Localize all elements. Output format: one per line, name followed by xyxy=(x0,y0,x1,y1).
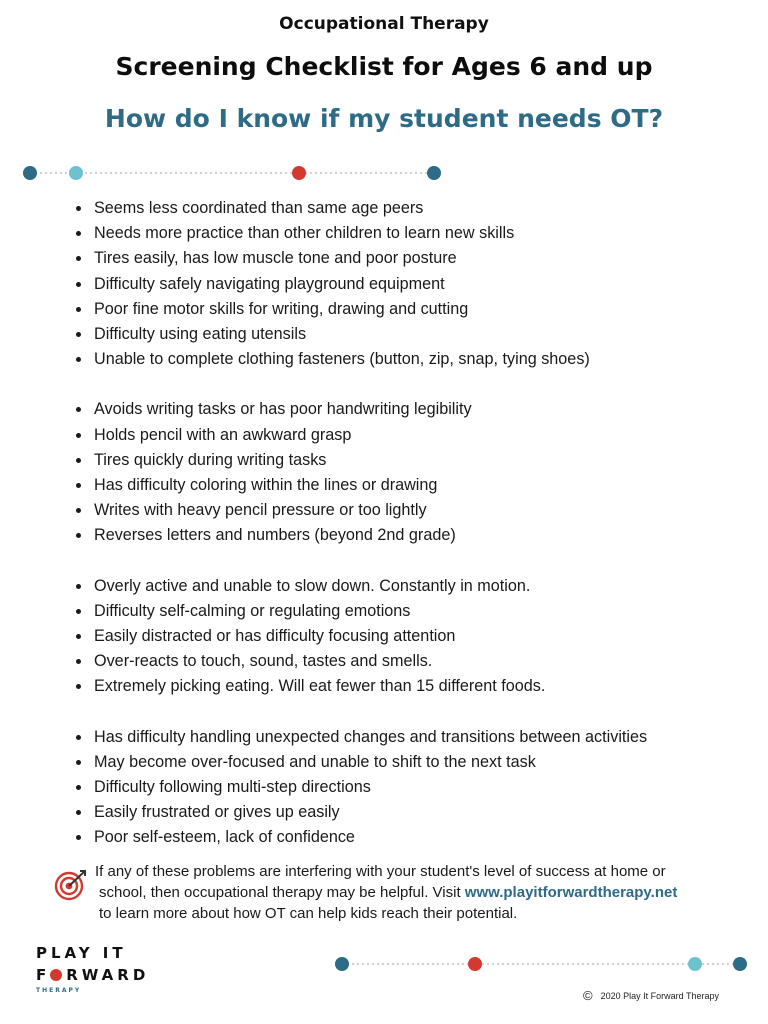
checklist-group-behavior xyxy=(76,725,736,851)
divider-dot xyxy=(23,166,37,180)
list-item: Poor self-esteem, lack of confidence xyxy=(76,825,736,850)
list-item: Easily distracted or has difficulty focusing attention xyxy=(76,624,736,649)
list-item: Extremely picking eating. Will eat fewer than 15 different foods. xyxy=(76,674,736,699)
logo-line-2 xyxy=(36,964,149,986)
list-item: Over-reacts to touch, sound, tastes and smells. xyxy=(76,649,736,674)
divider-dot xyxy=(292,166,306,180)
logo-red-dot-icon xyxy=(50,969,62,981)
checklist-group-sensory xyxy=(76,574,736,700)
page-title: Screening Checklist for Ages 6 and up xyxy=(115,52,653,81)
page-subtitle: How do I know if my student needs OT? xyxy=(104,104,664,133)
list-item: Reverses letters and numbers (beyond 2nd grade) xyxy=(76,523,736,548)
list-item: May become over-focused and unable to shift to the next task xyxy=(76,750,736,775)
list-item: Avoids writing tasks or has poor handwriting legibility xyxy=(76,397,736,422)
divider-dot xyxy=(688,957,702,971)
divider-dot xyxy=(427,166,441,180)
note-line-2 xyxy=(95,882,735,903)
divider-dot xyxy=(733,957,747,971)
list-item: Seems less coordinated than same age peers xyxy=(76,196,736,221)
copyright-notice xyxy=(583,988,719,1003)
list-item: Difficulty self-calming or regulating emotions xyxy=(76,599,736,624)
logo-letter-f: F xyxy=(36,966,51,984)
checklist xyxy=(76,196,736,876)
eyebrow-heading: Occupational Therapy xyxy=(279,14,489,34)
list-item: Holds pencil with an awkward grasp xyxy=(76,423,736,448)
divider-dot xyxy=(69,166,83,180)
checklist-group-motor xyxy=(76,196,736,372)
copyright-text: 2020 Play It Forward Therapy xyxy=(600,991,719,1001)
list-item: Difficulty safely navigating playground equipment xyxy=(76,272,736,297)
list-item: Tires quickly during writing tasks xyxy=(76,448,736,473)
list-item: Has difficulty coloring within the lines or drawing xyxy=(76,473,736,498)
list-item: Needs more practice than other children to learn new skills xyxy=(76,221,736,246)
bottom-dot-divider xyxy=(334,956,750,972)
list-item: Easily frustrated or gives up easily xyxy=(76,800,736,825)
target-icon xyxy=(54,868,88,907)
list-item: Overly active and unable to slow down. Constantly in motion. xyxy=(76,574,736,599)
note-line-1: If any of these problems are interfering with your student's level of success at home or xyxy=(95,863,666,880)
copyright-icon: © xyxy=(583,988,593,1003)
list-item: Unable to complete clothing fasteners (button, zip, snap, tying shoes) xyxy=(76,347,736,372)
list-item: Writes with heavy pencil pressure or too lightly xyxy=(76,498,736,523)
list-item: Tires easily, has low muscle tone and poor posture xyxy=(76,246,736,271)
closing-note xyxy=(95,861,735,924)
brand-logo xyxy=(36,942,149,994)
top-dot-divider xyxy=(22,165,442,181)
note-line-3: to learn more about how OT can help kids reach their potential. xyxy=(99,905,518,922)
list-item: Poor fine motor skills for writing, drawing and cutting xyxy=(76,297,736,322)
list-item: Difficulty following multi-step directions xyxy=(76,775,736,800)
logo-letters-rward: RWARD xyxy=(66,966,150,984)
list-item: Has difficulty handling unexpected changes and transitions between activities xyxy=(76,725,736,750)
logo-line-1: PLAY IT xyxy=(36,944,127,962)
website-link[interactable]: www.playitforwardtherapy.net xyxy=(464,884,678,901)
divider-dot xyxy=(468,957,482,971)
checklist-group-handwriting xyxy=(76,397,736,548)
note-line-2-text: school, then occupational therapy may be helpful. Visit xyxy=(99,884,465,901)
logo-tagline: THERAPY xyxy=(36,987,82,994)
divider-dot xyxy=(335,957,349,971)
list-item: Difficulty using eating utensils xyxy=(76,322,736,347)
